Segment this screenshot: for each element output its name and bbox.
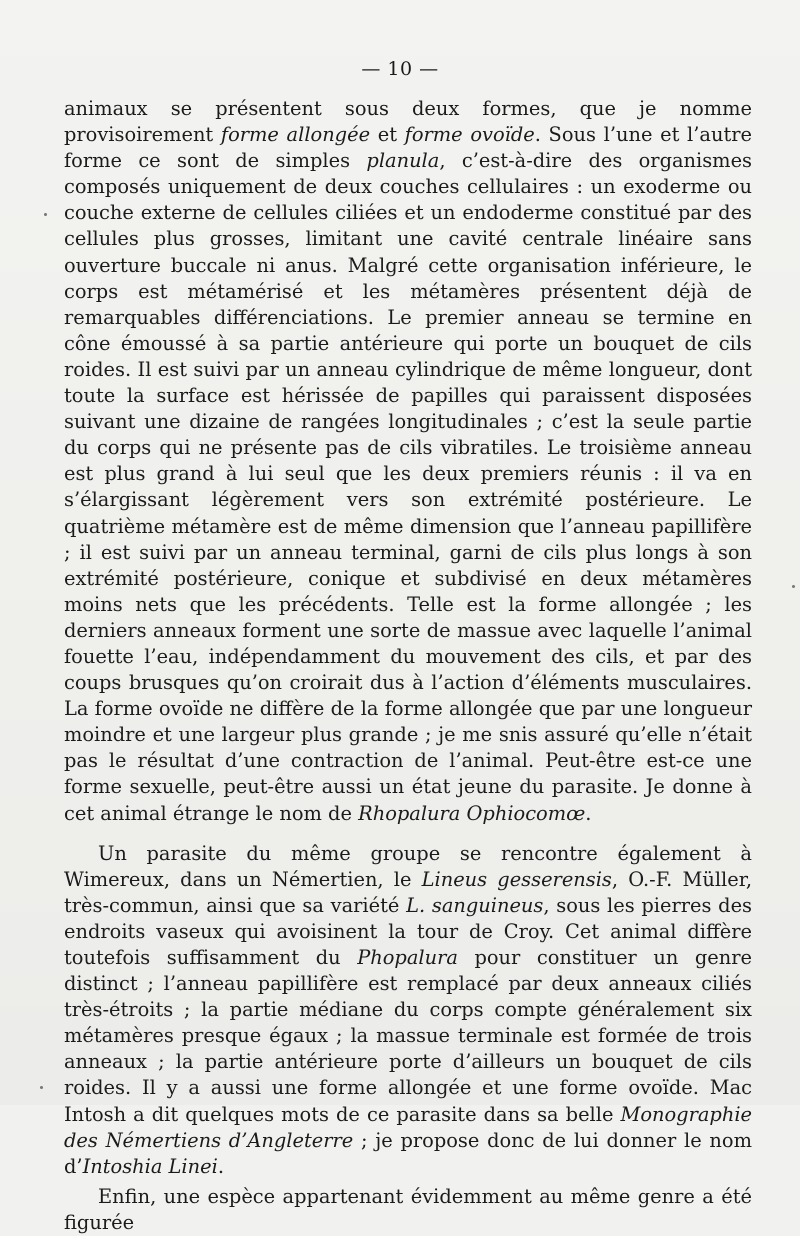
scan-speck [44,213,47,216]
text-run: Enfin, une espèce appartenant évidemment au même genre a été figurée [64,1184,752,1234]
scan-speck [40,1086,43,1089]
page-number: — 10 — [361,58,439,80]
italic-term: Intoshia Linei [82,1154,218,1178]
italic-term: Rhopalura Ophiocomœ [358,801,586,825]
italic-term: forme ovoïde [404,123,535,147]
text-run: , c’est-à-dire des organismes composés uniquement de deux couches cellulaires : un exoderme ou couche externe de cellules ciliées et un endoderme constitué par des cellules plus grosses, limitant une cavité centrale linéaire sans ouverture buccale ni anus. Malgré cette organisation inférieure, le corps est métamérisé et les métamères présentent déjà de remarquables différenciations. Le premier anneau se termine en cône émoussé à sa partie antérieure qui porte un bouquet de cils roides. Il est suivi par un anneau cylindrique de même longueur, dont toute la surface est hérissée de papilles qui paraissent disposées suivant une dizaine de rangées longitudinales ; c’est la seule partie du corps qui ne présente pas de cils vibratiles. Le troisième anneau est plus grand à lui seul que les deux premiers réunis : il va en s’élargissant légèrement vers son extrémité postérieure. Le quatrième métamère est de même dimension que l’anneau papillifère ; il est suivi par un anneau terminal, garni de cils plus longs à son extrémité postérieure, conique et subdivisé en deux métamères moins nets que les précédents. Telle est la forme allongée ; les derniers anneaux forment une sorte de massue avec laquelle l’animal fouette l’eau, indépendamment du mouvement des cils, et par des coups brusques qu’on croirait dus à l’action d’éléments musculaires. La forme ovoïde ne diffère de la forme allongée que par une longueur moindre et une largeur plus grande ; je me snis assuré qu’elle n’était pas le résultat d’une contraction de l’animal. Peut-être est-ce une forme sexuelle, peut-être aussi un état jeune du parasite. Je donne à cet animal étrange le nom de [64,149,752,825]
text-run: ; je propose donc de lui donner le nom d’ [64,1128,752,1178]
italic-term: L. sanguineus [406,893,544,917]
text-run: Un parasite du même groupe se rencontre également à Wimereux, dans un Némertien, le [64,841,752,891]
text-run: . [217,1154,224,1178]
text-run: . [585,801,592,825]
text-run: , sous les pierres des endroits vaseux qui avoisinent la tour de Croy. Cet animal diffère toutefois suffisamment du [64,893,752,969]
text-run: et [370,123,405,147]
italic-term: forme allongée [220,123,371,147]
italic-term: Monographie des Némertiens d’Angleterre [64,1102,752,1152]
text-run: pour constituer un genre distinct ; l’anneau papillifère est remplacé par deux anneaux ciliés très-étroits ; la partie médiane du corps compte généralement six métamères presque égaux ; la massue terminale est formée de trois anneaux ; la partie antérieure porte d’ailleurs un bouquet de cils roides. Il y a aussi une forme allongée et une forme ovoïde. Mac Intosh a dit quelques mots de ce parasite dans sa belle [64,946,752,1126]
text-run: . Sous l’une et l’autre forme ce sont de simples [64,123,752,173]
italic-term: planula [366,149,440,173]
body-text [64,96,752,1236]
italic-term: Phopalura [357,946,458,969]
paragraph [64,841,752,1180]
paragraph [64,96,752,827]
italic-term: Lineus gesserensis [421,867,612,891]
scan-speck [792,585,795,588]
paragraph [64,1184,752,1236]
text-run: animaux se présentent sous deux formes, que je nomme provisoirement [64,97,752,147]
text-run: , O.-F. Müller, très-commun, ainsi que sa variété [64,867,752,917]
